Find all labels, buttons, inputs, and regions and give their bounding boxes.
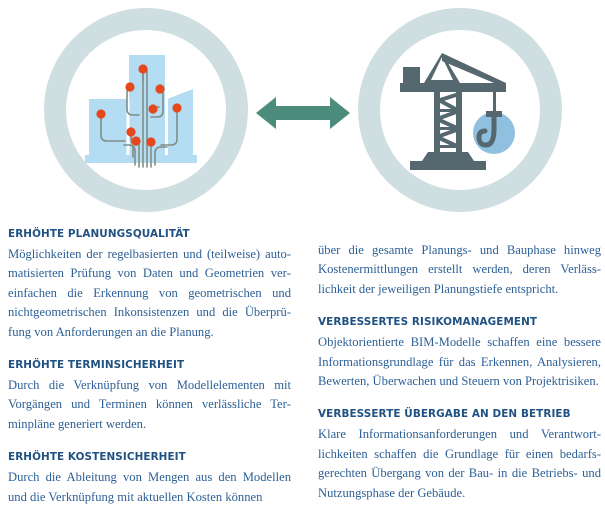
section-body: über die gesamte Planungs- und Bauphase hinweg Kostenermittlungen erstellt werden, deren Verlässlichkeit der jeweiligen Planungstiefe entspricht.	[318, 243, 601, 296]
section-body: Objektorientierte BIM-Modelle schaffen eine bessere Informationsgrundlage für das Erkennen, Analysieren, Bewerten, Überwachen und Steuern von Projektrisiken.	[318, 335, 601, 389]
planning-badge	[44, 8, 248, 212]
section-body: Möglichkeiten der regelbasierten und (teilweise) automatisierten Prüfung von Daten und Geometrien vereinfachen die Erkennung von geometrischen und nichtgeometrischen Inkonsistenzen und die Überprüfung von Anforderungen an die Planung.	[8, 247, 291, 339]
section-risikomanagement	[318, 316, 601, 391]
smart-building-network-icon	[81, 47, 211, 173]
section-heading: ERHÖHTE PLANUNGSQUALITÄT	[8, 228, 190, 240]
tower-crane-icon	[398, 49, 522, 171]
section-heading: VERBESSERTES RISIKOMANAGEMENT	[318, 316, 538, 329]
section-kostensicherheit	[8, 451, 291, 507]
right-column	[318, 228, 601, 503]
section-kostensicherheit-continued	[318, 241, 601, 299]
construction-badge	[358, 8, 562, 212]
section-uebergabe-betrieb	[318, 408, 601, 503]
double-headed-arrow-icon	[256, 92, 350, 134]
header-illustration	[0, 0, 605, 225]
section-terminsicherheit	[8, 359, 291, 434]
construction-badge-inner	[380, 30, 540, 190]
section-body: Durch die Verknüpfung von Modellelementen mit Vorgängen und Terminen können verlässliche Terminpläne generiert werden.	[8, 378, 291, 431]
section-heading: VERBESSERTE ÜBERGABE AN DEN BETRIEB	[318, 408, 571, 421]
section-body: Klare Informationsanforderungen und Verantwortlichkeiten schaffen die Grundlage für einen bedarfsgerechten Übergang von der Bau- in die Betriebs- und Nutzungsphase der Gebäude.	[318, 427, 601, 500]
text-columns	[0, 228, 605, 528]
left-column	[8, 228, 291, 507]
section-planungsqualitaet	[8, 228, 291, 342]
bidirectional-arrow	[256, 92, 350, 134]
planning-badge-inner	[66, 30, 226, 190]
section-body: Durch die Ableitung von Mengen aus den Modellen und die Verknüpfung mit aktuellen Kosten können	[8, 470, 291, 504]
section-heading: ERHÖHTE KOSTENSICHERHEIT	[8, 451, 186, 464]
section-heading: ERHÖHTE TERMINSICHERHEIT	[8, 359, 185, 372]
